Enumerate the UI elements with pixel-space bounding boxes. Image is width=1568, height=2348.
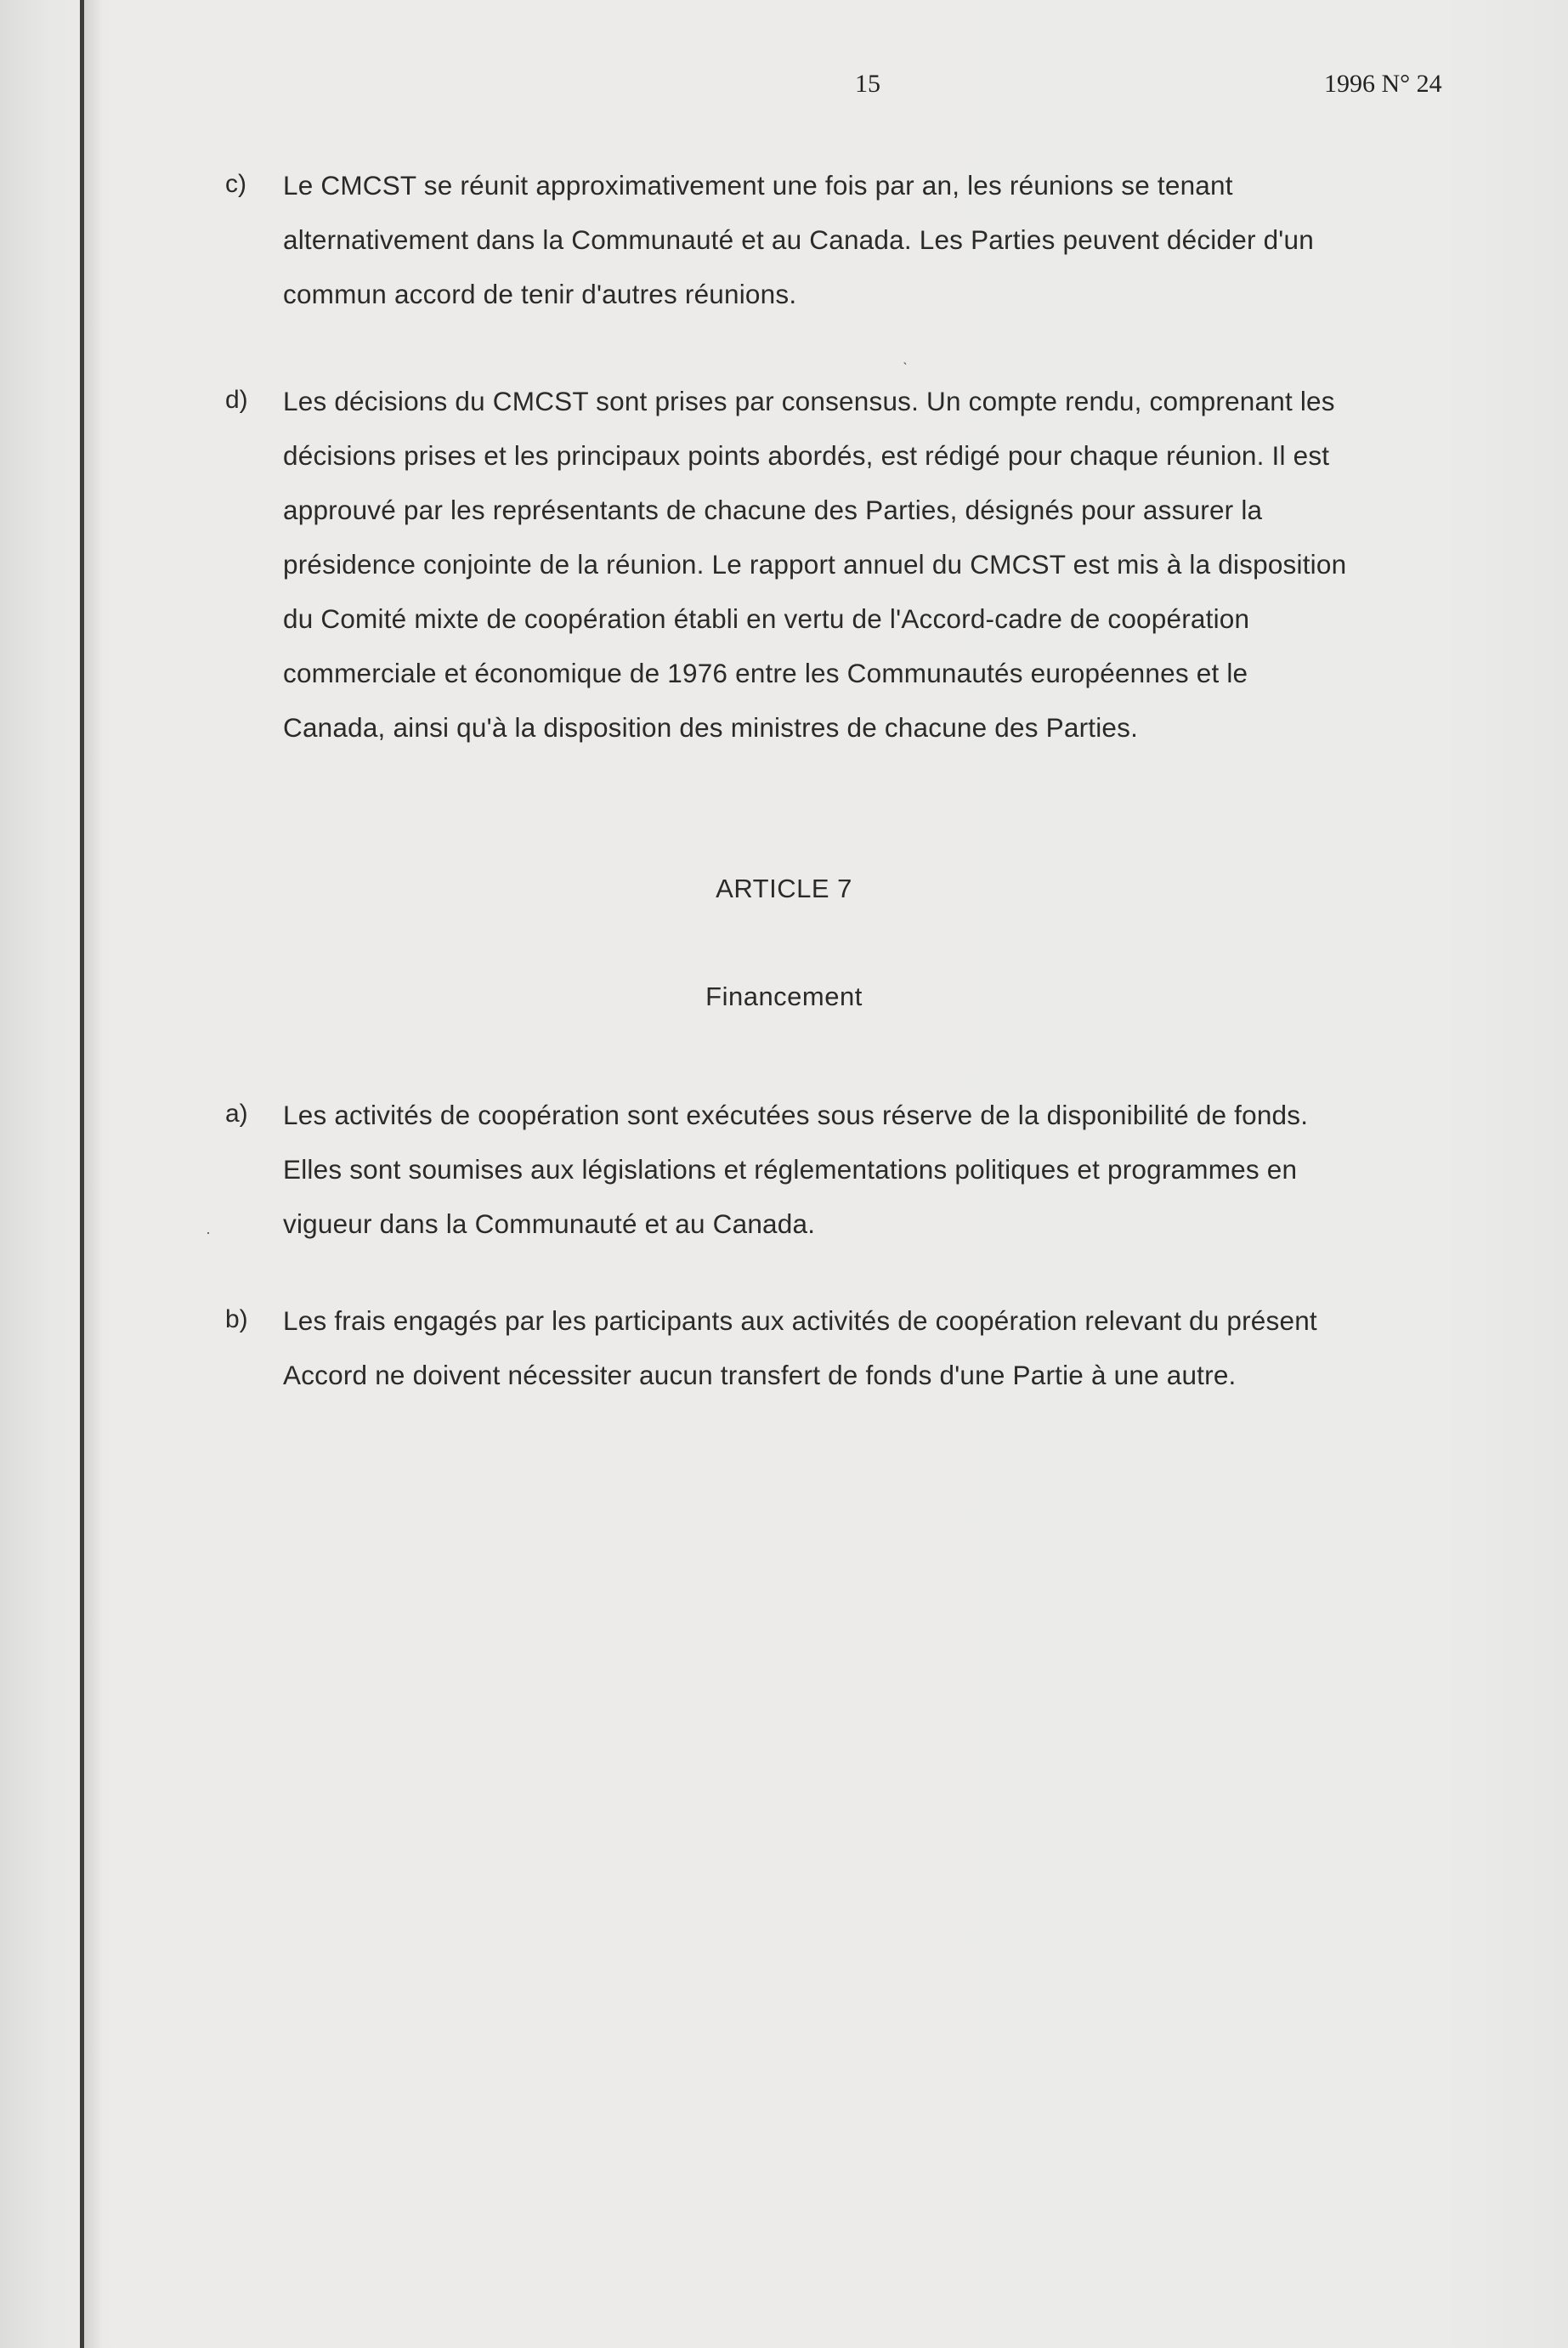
paragraph-line: approuvé par les représentants de chacune des Parties, désignés pour assurer la — [283, 495, 1263, 525]
paragraph-label: b) — [225, 1305, 248, 1333]
paragraph-label: d) — [225, 386, 248, 414]
binding-shadow — [84, 0, 103, 2348]
paragraph-line: décisions prises et les principaux points abordés, est rédigé pour chaque réunion. Il est — [283, 440, 1330, 471]
paragraph-line: Les activités de coopération sont exécutées sous réserve de la disponibilité de fonds. — [283, 1100, 1309, 1130]
paragraph-line: Le CMCST se réunit approximativement une fois par an, les réunions se tenant — [283, 170, 1233, 201]
scan-speck: ˋ — [903, 360, 908, 377]
paragraph-line: vigueur dans la Communauté et au Canada. — [283, 1208, 816, 1239]
article-title: Financement — [705, 982, 863, 1011]
paragraph-label: a) — [225, 1100, 248, 1128]
paragraph-line: présidence conjointe de la réunion. Le rapport annuel du CMCST est mis à la disposition — [283, 549, 1347, 580]
paragraph-line: Les décisions du CMCST sont prises par consensus. Un compte rendu, comprenant les — [283, 386, 1335, 416]
paragraph-line: commun accord de tenir d'autres réunions. — [283, 279, 797, 309]
paragraph-line: commerciale et économique de 1976 entre les Communautés européennes et le — [283, 658, 1248, 688]
paragraph-line: Canada, ainsi qu'à la disposition des ministres de chacune des Parties. — [283, 712, 1139, 743]
paragraph-label: c) — [225, 170, 246, 198]
paragraph-line: Les frais engagés par les participants aux activités de coopération relevant du présent — [283, 1305, 1317, 1336]
paragraph-line: Accord ne doivent nécessiter aucun transfert de fonds d'une Partie à une autre. — [283, 1360, 1237, 1390]
article-heading: ARTICLE 7 — [716, 874, 852, 903]
page-number: 15 — [855, 70, 880, 98]
paragraph-line: Elles sont soumises aux législations et réglementations politiques et programmes en — [283, 1154, 1298, 1185]
scan-speck: · — [206, 1224, 211, 1241]
paragraph-line: alternativement dans la Communauté et au Canada. Les Parties peuvent décider d'un — [283, 224, 1314, 255]
issue-reference: 1996 N° 24 — [1324, 70, 1442, 98]
paragraph-line: du Comité mixte de coopération établi en vertu de l'Accord-cadre de coopération — [283, 603, 1250, 634]
